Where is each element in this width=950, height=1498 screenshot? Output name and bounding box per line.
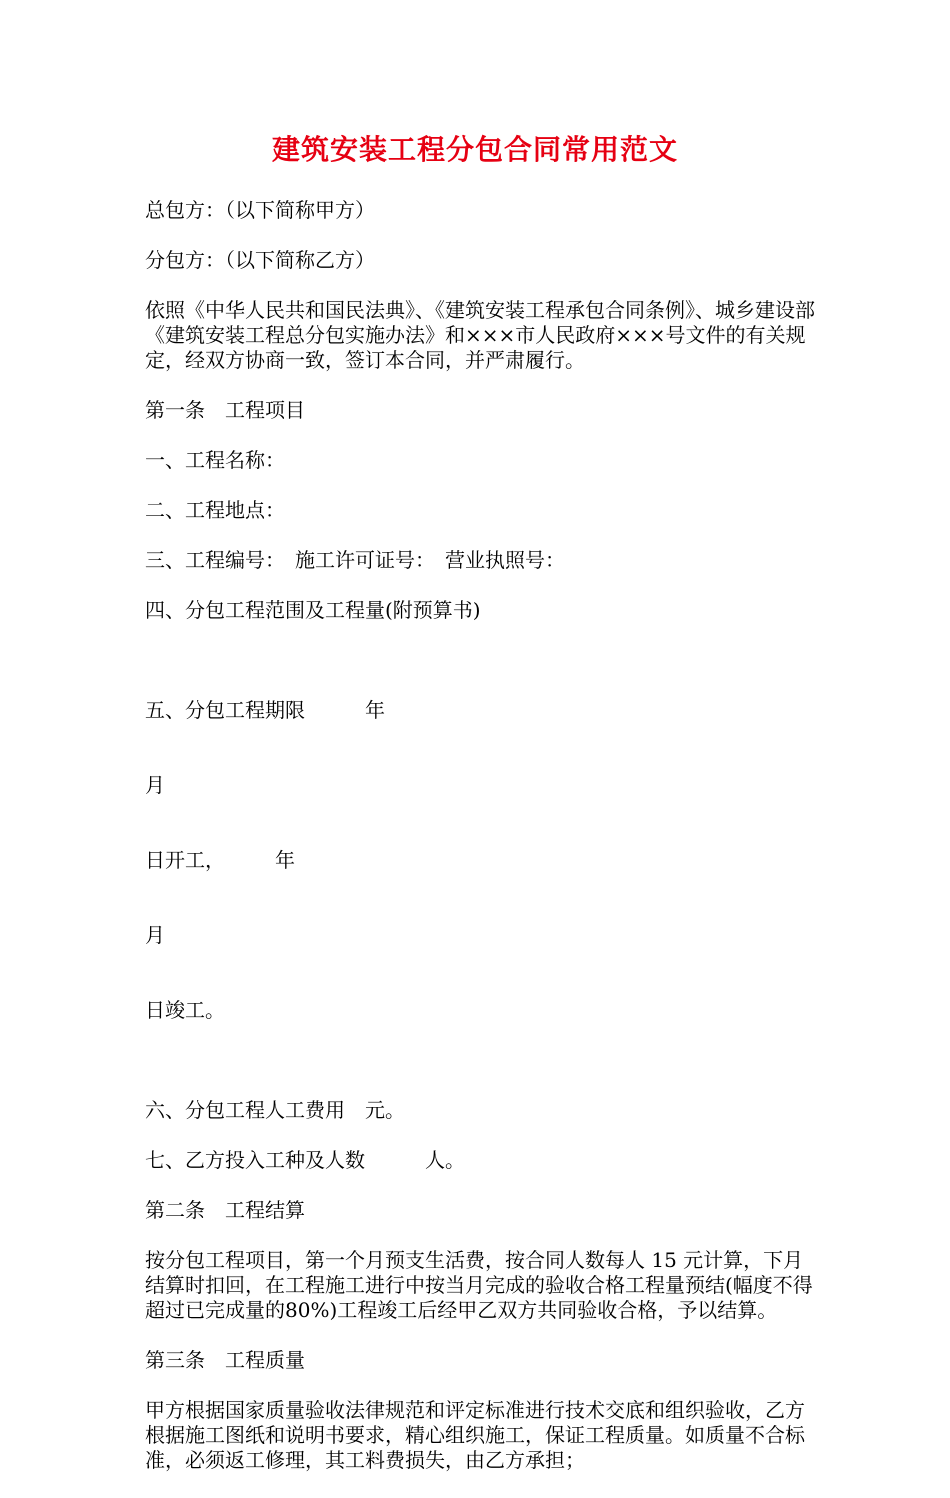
article-2-heading: 第二条 工程结算 (145, 1198, 305, 1222)
period-line: 月 (145, 923, 165, 947)
settlement-paragraph: 按分包工程项目，第一个月预支生活费，按合同人数每人 15 元计算，下月结算时扣回，在工程施工进行中按当月完成的验收合格工程量预结(幅度不得超过已完成量的80%)工程竣工后经甲乙双方共同验收合格，予以结算。 (145, 1248, 813, 1322)
article-1-heading: 第一条 工程项目 (145, 398, 305, 422)
project-name-line: 一、工程名称： (145, 448, 285, 472)
project-location-line: 二、工程地点： (145, 498, 285, 522)
document-title: 建筑安装工程分包合同常用范文 (271, 133, 678, 166)
preamble-paragraph: 依照《中华人民共和国民法典》、《建筑安装工程承包合同条例》、城乡建设部《建筑安装工程总分包实施办法》和×××市人民政府×××号文件的有关规定，经双方协商一致，签订本合同，并严肃履行。 (145, 298, 815, 372)
period-line: 日竣工。 (145, 998, 225, 1022)
period-line: 五、分包工程期限 年 (145, 698, 385, 722)
party-a-line: 总包方：（以下简称甲方） (145, 198, 375, 222)
document-body (145, 198, 815, 1498)
labor-cost-line: 六、分包工程人工费用 元。 (145, 1098, 405, 1122)
period-line: 日开工， 年 (145, 848, 295, 872)
party-b-line: 分包方：（以下简称乙方） (145, 248, 375, 272)
quality-paragraph: 甲方根据国家质量验收法律规范和评定标准进行技术交底和组织验收，乙方根据施工图纸和说明书要求，精心组织施工，保证工程质量。如质量不合标准，必须返工修理，其工料费损失，由乙方承担； (145, 1398, 805, 1472)
period-line: 月 (145, 773, 165, 797)
workers-line: 七、乙方投入工种及人数 人。 (145, 1148, 465, 1172)
project-number-line: 三、工程编号： 施工许可证号： 营业执照号： (145, 548, 565, 572)
article-3-heading: 第三条 工程质量 (145, 1348, 305, 1372)
scope-line: 四、分包工程范围及工程量(附预算书) (145, 598, 481, 622)
period-block (145, 648, 815, 1073)
